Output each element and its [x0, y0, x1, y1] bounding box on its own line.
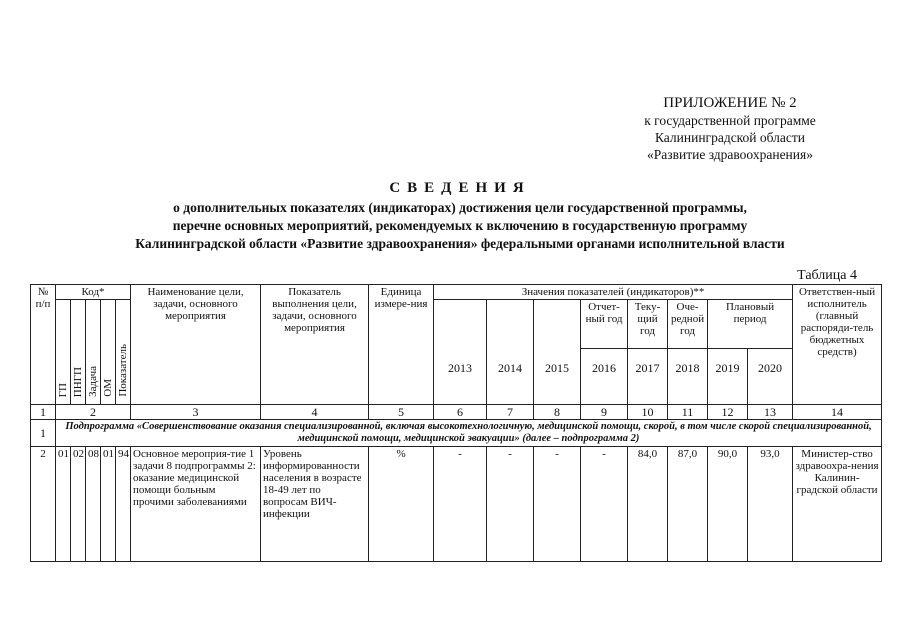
- col-number: 1: [31, 405, 56, 420]
- col-header-plan-period: Плановый период: [708, 300, 793, 349]
- row-unit: %: [369, 447, 434, 562]
- col-header-indicator: Показатель выполнения цели, задачи, основного мероприятия: [261, 285, 369, 405]
- row-code-task: 08: [86, 447, 101, 562]
- row-indicator: Уровень информированности населения в возрасте 18-49 лет по вопросам ВИЧ-инфекции: [261, 447, 369, 562]
- row-value-2013: -: [434, 447, 487, 562]
- row-num: 2: [31, 447, 56, 562]
- col-number: 12: [708, 405, 748, 420]
- appendix-line-3: «Развитие здравоохранения»: [647, 147, 813, 162]
- col-number: 8: [534, 405, 581, 420]
- row-code-om: 01: [101, 447, 116, 562]
- row-code-pngp: 02: [71, 447, 86, 562]
- appendix-line-2: Калининградской области: [654, 130, 806, 145]
- col-number: 7: [487, 405, 534, 420]
- row-value-2016: -: [581, 447, 628, 562]
- appendix-title: ПРИЛОЖЕНИЕ № 2: [663, 95, 797, 111]
- col-number: 4: [261, 405, 369, 420]
- col-header-num: № п/п: [31, 285, 56, 405]
- col-header-report-year: Отчет-ный год: [581, 300, 628, 349]
- col-header-unit: Единица измере-ния: [369, 285, 434, 405]
- col-number: 6: [434, 405, 487, 420]
- indicators-table: [30, 284, 882, 562]
- col-header-name: Наименование цели, задачи, основного мероприятия: [131, 285, 261, 405]
- code-col-pngp: ПНГП: [71, 300, 86, 405]
- code-col-gp: ГП: [56, 300, 71, 405]
- heading-line-1: о дополнительных показателях (индикаторах) достижения цели государственной программы,: [173, 200, 747, 215]
- row-name: Основное мероприя-тие 1 задачи 8 подпрограммы 2: оказание медицинской помощи больным прочими заболеваниями: [131, 447, 261, 562]
- subprogram-num: 1: [31, 420, 56, 447]
- table-row: [31, 447, 882, 562]
- col-number: 2: [56, 405, 131, 420]
- year-2016: 2016: [581, 349, 628, 405]
- heading-line-3: Калининградской области «Развитие здравоохранения» федеральными органами исполнительной власти: [135, 236, 785, 251]
- year-2017: 2017: [628, 349, 668, 405]
- col-header-values: Значения показателей (индикаторов)**: [434, 285, 793, 300]
- year-2014: 2014: [487, 300, 534, 405]
- subprogram-title: Подпрограмма «Совершенствование оказания специализированной, включая высокотехнологичную, медицинской помощи, скорой, в том числе скорой специализированной, медицинской помощи, медицинской эвакуации» (далее – подпрограмма 2): [56, 420, 882, 447]
- col-number: 14: [793, 405, 882, 420]
- year-2019: 2019: [708, 349, 748, 405]
- header-row-1: [31, 285, 882, 300]
- row-value-2018: 87,0: [668, 447, 708, 562]
- appendix-block: [600, 95, 860, 163]
- col-number: 3: [131, 405, 261, 420]
- year-2015: 2015: [534, 300, 581, 405]
- heading-title: СВЕДЕНИЯ: [389, 180, 531, 196]
- row-value-2017: 84,0: [628, 447, 668, 562]
- col-number: 11: [668, 405, 708, 420]
- col-header-responsible: Ответствен-ный исполнитель (главный распоряди-тель бюджетных средств): [793, 285, 882, 405]
- row-responsible: Министер-ство здравоохра-нения Калинин-градской области: [793, 447, 882, 562]
- table-label: Таблица 4: [797, 268, 857, 283]
- year-2018: 2018: [668, 349, 708, 405]
- row-value-2020: 93,0: [748, 447, 793, 562]
- row-value-2014: -: [487, 447, 534, 562]
- code-col-indicator: Показатель: [116, 300, 131, 405]
- col-header-current-year: Теку-щий год: [628, 300, 668, 349]
- subprogram-row: [31, 420, 882, 447]
- code-col-task: Задача: [86, 300, 101, 405]
- appendix-line-1: к государственной программе: [644, 113, 816, 128]
- column-number-row: [31, 405, 882, 420]
- row-value-2015: -: [534, 447, 581, 562]
- year-2020: 2020: [748, 349, 793, 405]
- col-header-code: Код*: [56, 285, 131, 300]
- col-number: 5: [369, 405, 434, 420]
- col-number: 9: [581, 405, 628, 420]
- heading-line-2: перечне основных мероприятий, рекомендуемых к включению в государственную программу: [172, 218, 748, 233]
- col-number: 10: [628, 405, 668, 420]
- row-value-2019: 90,0: [708, 447, 748, 562]
- col-header-next-year: Оче-редной год: [668, 300, 708, 349]
- year-2013: 2013: [434, 300, 487, 405]
- document-heading: [40, 180, 880, 253]
- code-col-om: ОМ: [101, 300, 116, 405]
- col-number: 13: [748, 405, 793, 420]
- row-code-gp: 01: [56, 447, 71, 562]
- row-code-indicator: 94: [116, 447, 131, 562]
